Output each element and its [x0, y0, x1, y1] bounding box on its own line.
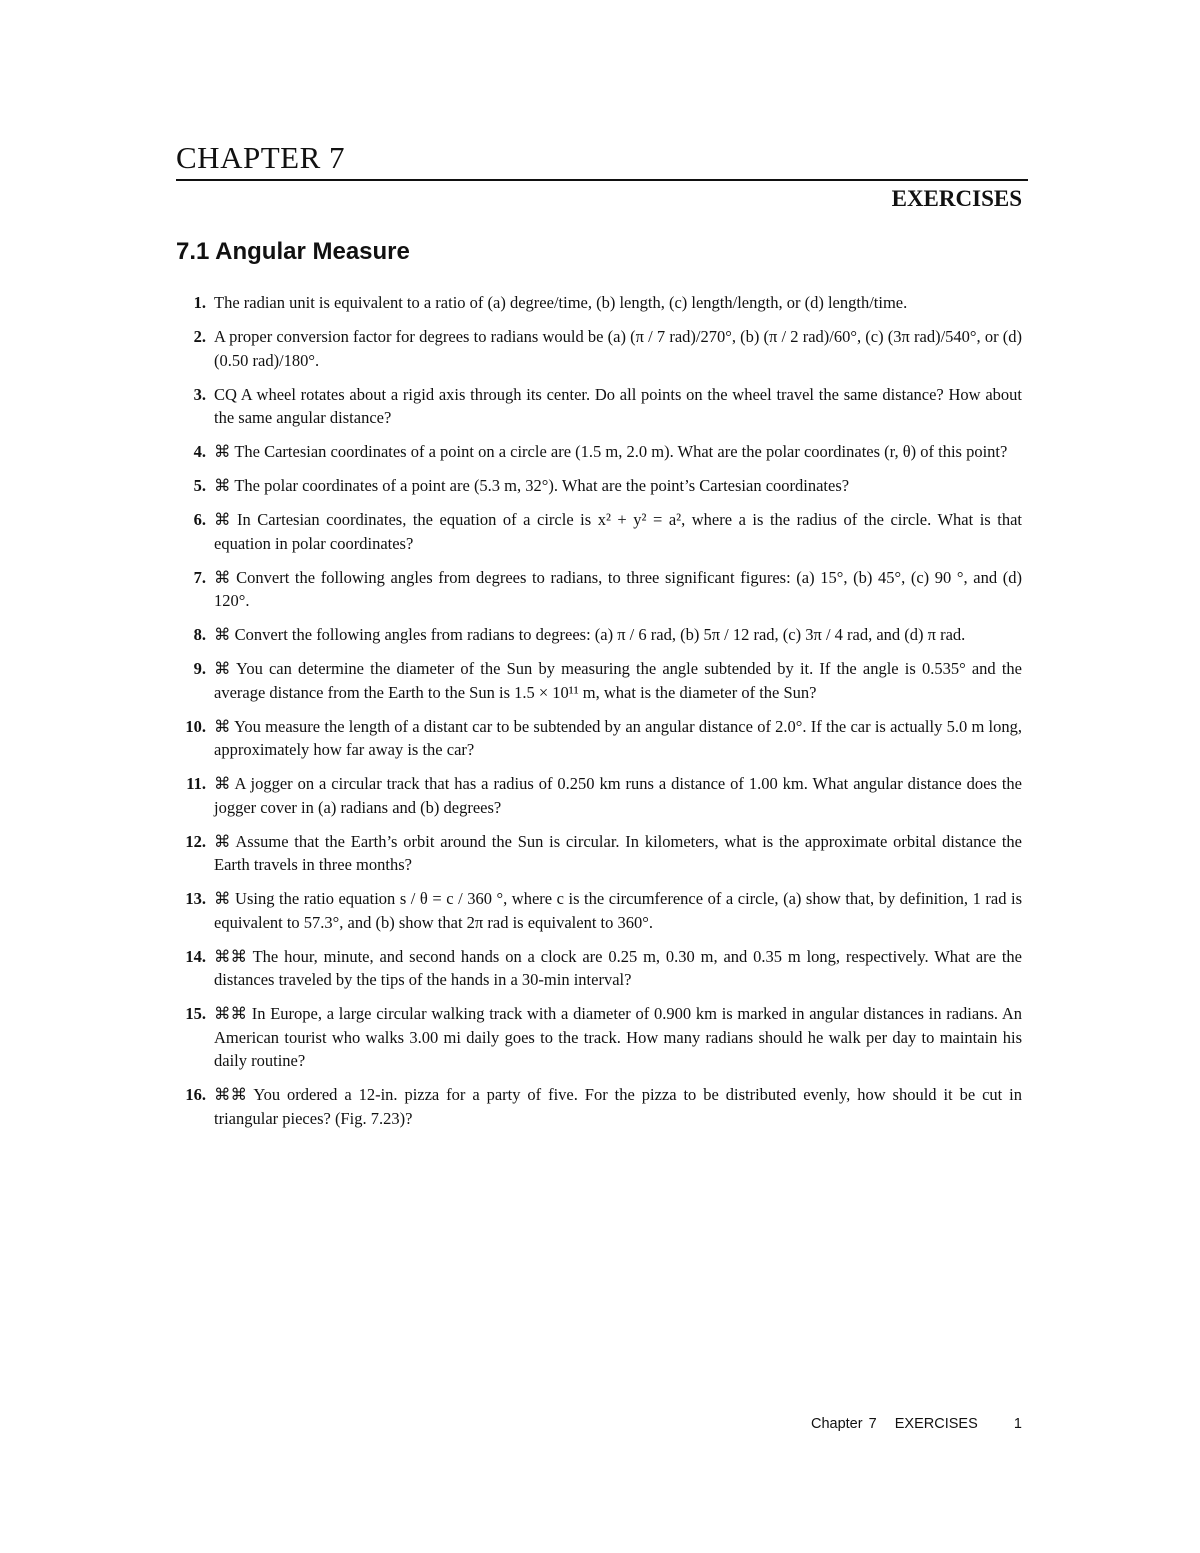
exercise-text: A proper conversion factor for degrees to radians would be (a) (π / 7 rad)/270°, (b) (π / 2 rad)/60°, (c) (3π rad)/540°, or (d) (0.50 rad)/180°. — [214, 327, 1022, 370]
page-number: 1 — [1013, 1416, 1022, 1432]
exercise-item — [176, 291, 1022, 315]
exercise-text: ⌘ A jogger on a circular track that has a radius of 0.250 km runs a distance of 1.00 km. What angular distance does the jogger cover in (a) radians and (b) degrees? — [214, 774, 1022, 817]
exercise-text: ⌘⌘ The hour, minute, and second hands on a clock are 0.25 m, 0.30 m, and 0.35 m long, respectively. What are the distances traveled by the tips of the hands in a 30-min interval? — [214, 946, 1022, 989]
footer-section-label: EXERCISES — [894, 1416, 978, 1432]
exercise-text: ⌘ Convert the following angles from degrees to radians, to three significant figures: (a) 15°, (b) 45°, (c) 90 °, and (d) 120°. — [214, 567, 1022, 610]
exercise-item — [176, 566, 1022, 613]
exercise-text: ⌘ The polar coordinates of a point are (5.3 m, 32°). What are the point’s Cartesian coordinates? — [214, 476, 850, 495]
chapter-title: CHAPTER 7 — [176, 140, 345, 175]
exercise-list — [176, 291, 1022, 1141]
exercise-number: 5. — [193, 476, 206, 495]
exercise-item — [176, 1002, 1022, 1073]
page-footer — [700, 1416, 1022, 1432]
exercise-text: ⌘ Using the ratio equation s / θ = c / 360 °, where c is the circumference of a circle, (a) show that, by definition, 1 rad is equivalent to 57.3°, and (b) show that 2π rad is equivalent to 360°. — [214, 889, 1022, 932]
exercises-heading: EXERCISES — [891, 186, 1022, 211]
exercise-number: 13. — [185, 889, 206, 908]
exercise-text: ⌘ You can determine the diameter of the Sun by measuring the angle subtended by it. If the angle is 0.535° and the average distance from the Earth to the Sun is 1.5 × 10¹¹ m, what is the diameter of the Sun? — [214, 659, 1022, 702]
exercise-item — [176, 657, 1022, 704]
exercise-item — [176, 1083, 1022, 1130]
exercise-text: ⌘ Assume that the Earth’s orbit around the Sun is circular. In kilometers, what is the approximate orbital distance the Earth travels in three months? — [214, 831, 1022, 874]
exercise-number: 1. — [193, 293, 206, 312]
exercise-text: CQ A wheel rotates about a rigid axis through its center. Do all points on the wheel travel the same distance? How about the same angular distance? — [214, 384, 1022, 427]
exercise-text: ⌘⌘ You ordered a 12-in. pizza for a party of five. For the pizza to be distributed evenly, how should it be cut in triangular pieces? (Fig. 7.23)? — [214, 1085, 1022, 1128]
exercise-text: ⌘⌘ In Europe, a large circular walking track with a diameter of 0.900 km is marked in angular distances in radians. An American tourist who walks 3.00 mi daily goes to the track. How many radians should he walk per day to maintain his daily routine? — [214, 1004, 1022, 1070]
exercise-number: 12. — [185, 831, 206, 851]
exercise-item — [176, 474, 1022, 498]
exercise-item — [176, 715, 1022, 762]
exercise-number: 3. — [193, 384, 206, 404]
exercise-number: 9. — [193, 659, 206, 678]
exercise-item — [176, 508, 1022, 555]
exercise-number: 15. — [185, 1004, 206, 1023]
exercise-number: 7. — [193, 567, 206, 587]
chapter-divider — [176, 179, 1028, 181]
exercise-number: 8. — [193, 625, 206, 644]
exercise-number: 6. — [193, 510, 206, 529]
exercise-number: 10. — [185, 716, 206, 736]
exercise-item — [176, 325, 1022, 372]
exercise-number: 16. — [185, 1085, 206, 1104]
exercise-text: The radian unit is equivalent to a ratio of (a) degree/time, (b) length, (c) length/length, or (d) length/time. — [214, 293, 908, 312]
exercise-text: ⌘ Convert the following angles from radians to degrees: (a) π / 6 rad, (b) 5π / 12 rad, (c) 3π / 4 rad, and (d) π rad. — [214, 625, 966, 644]
exercise-item — [176, 830, 1022, 877]
exercise-item — [176, 887, 1022, 934]
exercise-text: ⌘ You measure the length of a distant car to be subtended by an angular distance of 2.0°. If the car is actually 5.0 m long, approximately how far away is the car? — [214, 716, 1022, 759]
footer-chapter-label: Chapter 7 — [810, 1416, 877, 1432]
exercise-text: ⌘ In Cartesian coordinates, the equation of a circle is x² + y² = a², where a is the radius of the circle. What is that equation in polar coordinates? — [214, 510, 1022, 553]
exercise-number: 11. — [186, 774, 206, 793]
exercise-number: 14. — [185, 946, 206, 966]
section-title: 7.1 Angular Measure — [176, 238, 410, 265]
exercise-number: 2. — [193, 327, 206, 346]
exercise-text: ⌘ The Cartesian coordinates of a point on a circle are (1.5 m, 2.0 m). What are the polar coordinates (r, θ) of this point? — [214, 442, 1008, 461]
exercise-item — [176, 772, 1022, 819]
exercise-item — [176, 440, 1022, 464]
exercise-item — [176, 623, 1022, 647]
exercise-item — [176, 383, 1022, 430]
exercise-item — [176, 945, 1022, 992]
exercise-number: 4. — [193, 442, 206, 461]
